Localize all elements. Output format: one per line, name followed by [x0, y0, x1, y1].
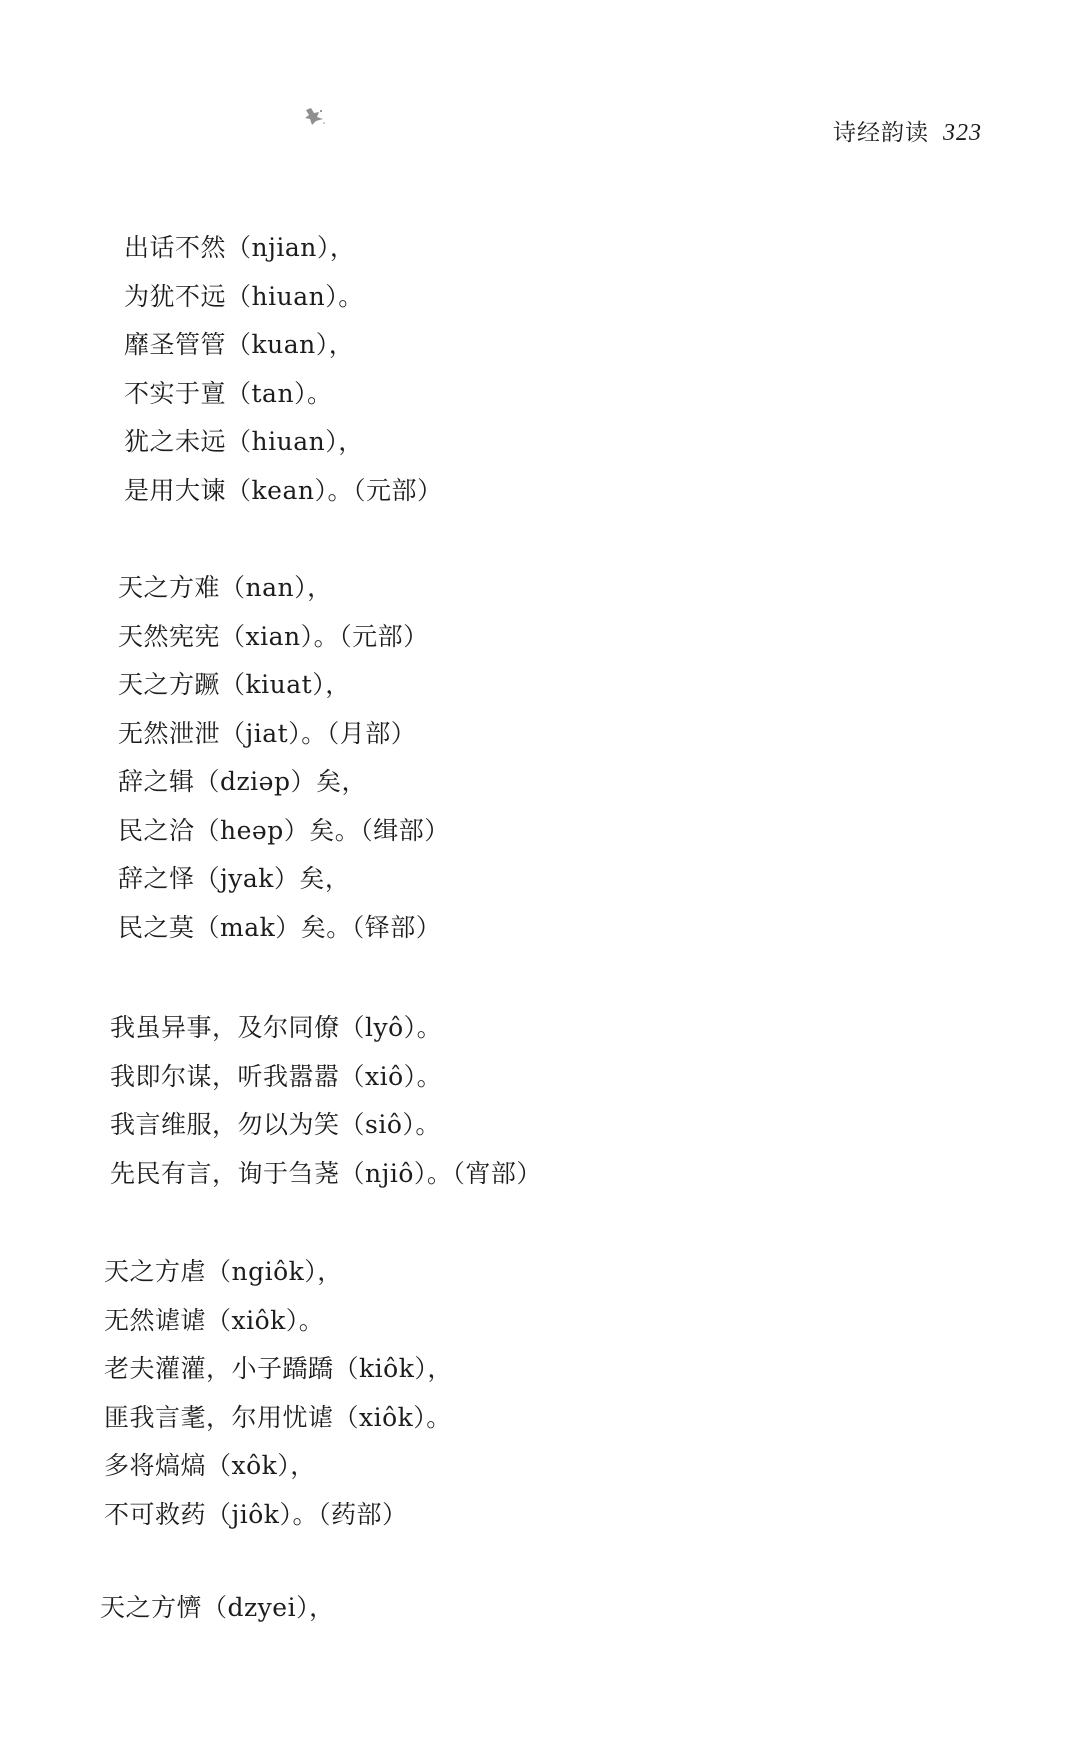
verse-line: 天然宪宪（xian）。（元部）: [118, 621, 429, 651]
verse-line: 是用大谏（kean）。（元部）: [124, 475, 443, 505]
verse-stanza-5: [100, 1584, 335, 1633]
verse-stanza-1: [124, 224, 442, 515]
verse-stanza-3: [110, 1004, 542, 1198]
verse-line: 我虽异事，及尔同僚（lyô）。: [110, 1013, 443, 1042]
verse-stanza-2: [118, 564, 450, 952]
page-number: 323: [943, 120, 982, 146]
verse-line: 天之方蹶（kiuat），: [118, 670, 351, 699]
verse-line: 天之方懠（dzyei），: [100, 1593, 335, 1622]
verse-line: 老夫灌灌，小子蹻蹻（kiôk），: [104, 1354, 453, 1383]
running-title: 诗经韵读: [833, 120, 929, 146]
verse-line: 无然泄泄（jiat）。（月部）: [118, 718, 417, 748]
verse-line: 多将熇熇（xôk），: [104, 1451, 316, 1480]
ink-smudge-mark: [302, 106, 328, 128]
verse-line: 出话不然（njian），: [124, 233, 356, 262]
verse-line: 民之洽（heəp）矣。（缉部）: [118, 815, 450, 845]
verse-line: 不实于亶（tan）。: [124, 378, 333, 408]
verse-line: 辞之辑（dziəp）矣，: [118, 767, 367, 796]
verse-line: 先民有言，询于刍荛（njiô）。（宵部）: [110, 1158, 542, 1188]
verse-line: 我言维服，勿以为笑（siô）。: [110, 1110, 441, 1139]
verse-line: 天之方虐（ngiôk），: [104, 1257, 343, 1286]
verse-line: 不可救药（jiôk）。（药部）: [104, 1499, 408, 1529]
verse-line: 民之莫（mak）矣。（铎部）: [118, 912, 442, 942]
verse-line: 我即尔谋，听我嚣嚣（xiô）。: [110, 1061, 443, 1091]
verse-line: 辞之怿（jyak）矣，: [118, 864, 351, 893]
running-header: [833, 114, 982, 147]
verse-line: 靡圣管管（kuan），: [124, 330, 355, 359]
verse-stanza-4: [104, 1248, 453, 1539]
verse-line: 为犹不远（hiuan）。: [124, 281, 364, 311]
verse-line: 匪我言耄，尔用忧谑（xiôk）。: [104, 1402, 452, 1432]
verse-line: 无然谑谑（xiôk）。: [104, 1305, 325, 1335]
verse-line: 天之方难（nan），: [118, 573, 333, 602]
verse-line: 犹之未远（hiuan），: [124, 427, 364, 456]
